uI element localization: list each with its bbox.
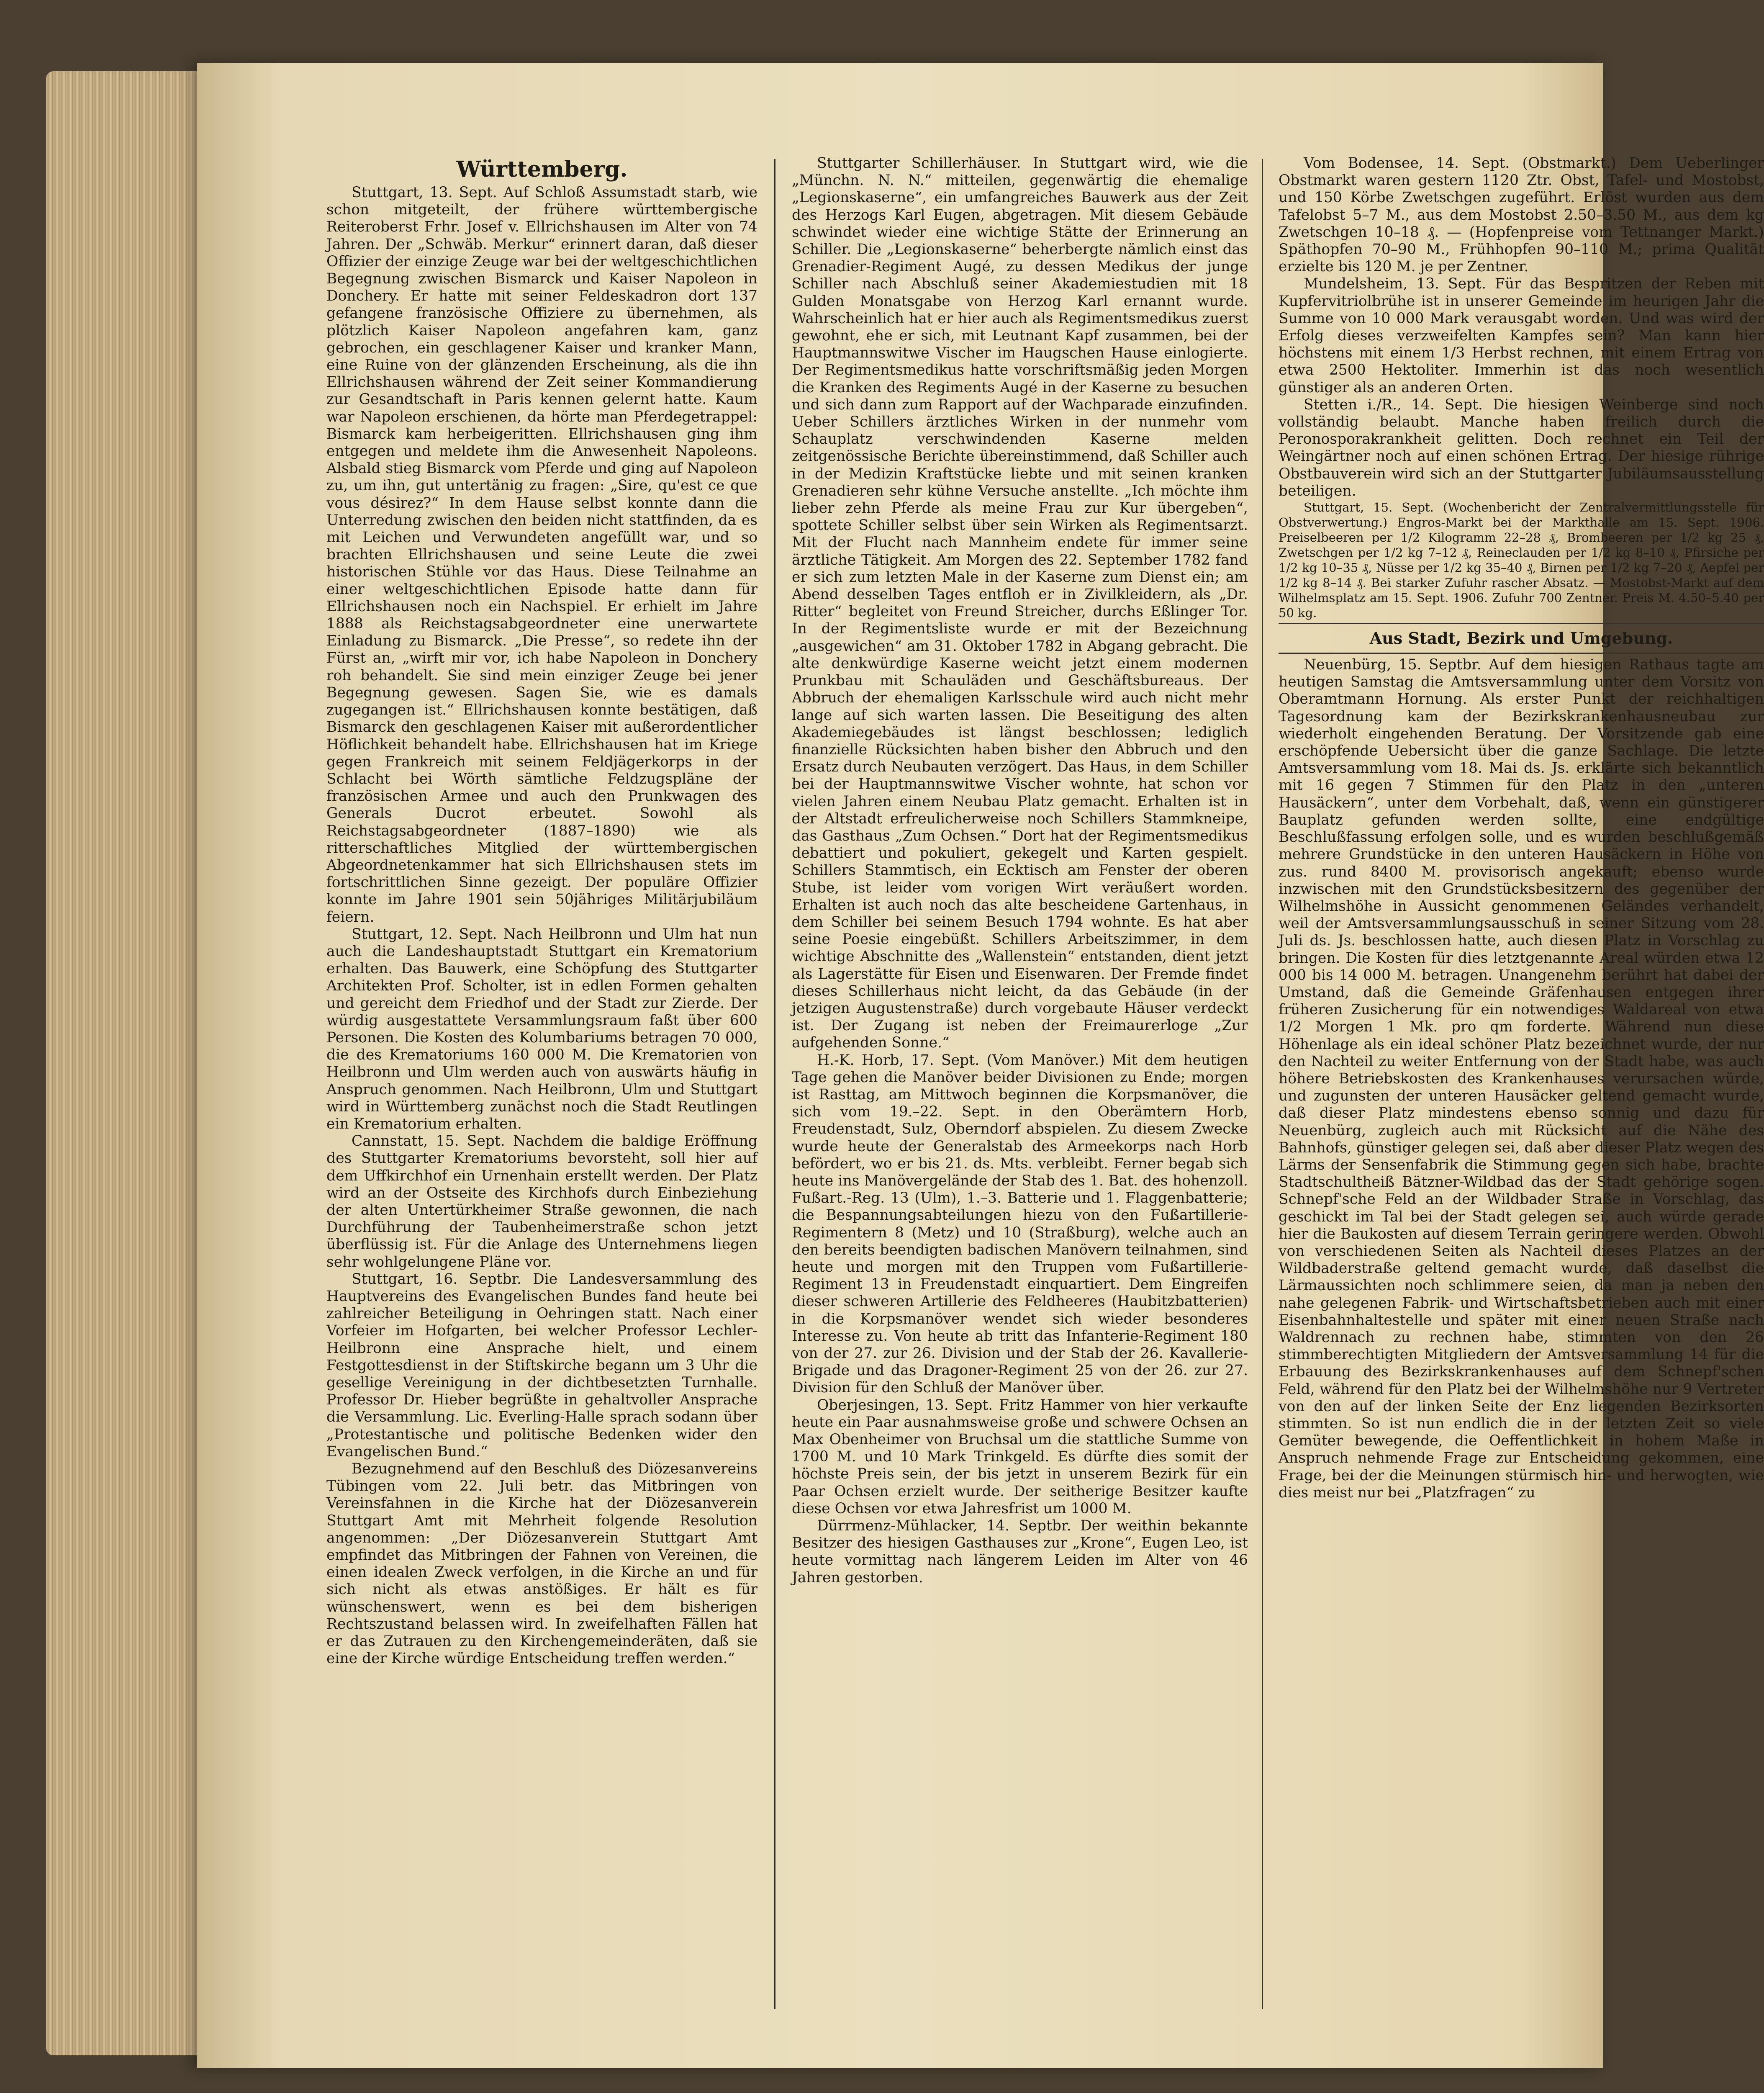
- newspaper-page: [197, 63, 1764, 2068]
- column-divider-2: [1262, 159, 1263, 2009]
- article-paragraph: Bezugnehmend auf den Beschluß des Diözesanvereins Tübingen vom 22. Juli betr. das Mitbringen von Vereinsfahnen in die Kirche hat der Diözesanverein Stuttgart Amt mit Mehrheit folgende Resolution angenommen: „Der Diözesanverein Stuttgart Amt empfindet das Mitbringen der Fahnen von Vereinen, die einen idealen Zweck verfolgen, in die Kirche an und für sich nicht als etwas anstößiges. Er hält es für wünschenswert, wenn es bei dem bisherigen Rechtszustand belassen wird. In zweifelhaften Fällen hat er das Zutrauen zu den Kirchengemeinderäten, daß sie eine der Kirche würdige Entscheidung treffen werden.“: [326, 1460, 757, 1667]
- article-paragraph: Stuttgart, 12. Sept. Nach Heilbronn und Ulm hat nun auch die Landeshauptstadt Stuttgart ein Krematorium erhalten. Das Bauwerk, eine Schöpfung des Stuttgarter Architekten Prof. Scholter, ist in edlen Formen gehalten und gereicht dem Friedhof und der Stadt zur Zierde. Der würdig ausgestattete Versammlungsraum faßt über 600 Personen. Die Kosten des Kolumbariums betragen 70 000, die des Krematoriums 160 000 M. Die Krematorien von Heilbronn und Ulm werden auch von auswärts häufig in Anspruch genommen. Nach Heilbronn, Ulm und Stuttgart wird in Württemberg zunächst noch die Stadt Reutlingen ein Krematorium erhalten.: [326, 926, 757, 1132]
- section-rule-top: [1279, 623, 1764, 624]
- section-heading-local: Aus Stadt, Bezirk und Umgebung.: [1369, 629, 1673, 648]
- column-1: [326, 155, 757, 2018]
- article-paragraph: H.-K. Horb, 17. Sept. (Vom Manöver.) Mit dem heutigen Tage gehen die Manöver beider Divisionen zu Ende; morgen ist Rasttag, am Mittwoch beginnen die Korpsmanöver, die sich vom 19.–22. Sept. in den Oberämtern Horb, Freudenstadt, Sulz, Oberndorf abspielen. Zu diesem Zwecke wurde heute der Generalstab des Armeekorps nach Horb befördert, wo er bis 21. ds. Mts. verbleibt. Ferner begab sich heute ins Manövergelände der Stab des 1. Bat. des hohenzoll. Fußart.-Reg. 13 (Ulm), 1.–3. Batterie und 1. Flaggenbatterie; die Bespannungsabteilungen hiezu von den Fußartillerie-Regimentern 8 (Metz) und 10 (Straßburg), welche auch an den bereits beendigten badischen Manövern teilnahmen, sind heute und morgen mit den Truppen vom Fußartillerie-Regiment 13 in Freudenstadt einquartiert. Dem Eingreifen dieser schweren Artillerie des Feldheeres (Haubitzbatterien) in die Korpsmanöver wendet sich wieder besonderes Interesse zu. Von heute ab tritt das Infanterie-Regiment 180 von der 27. zur 26. Division und der Stab der 26. Kavallerie-Brigade und das Dragoner-Regiment 25 von der 26. zur 27. Division für den Schluß der Manöver über.: [792, 1052, 1248, 1396]
- section-heading-wuerttemberg: Württemberg.: [456, 157, 628, 182]
- article-paragraph: Oberjesingen, 13. Sept. Fritz Hammer von hier verkaufte heute ein Paar ausnahmsweise große und schwere Ochsen an Max Obenheimer von Bruchsal um die stattliche Summe von 1700 M. und 10 Mark Trinkgeld. Es dürfte dies somit der höchste Preis sein, der bis jetzt in unserem Bezirk für ein Paar Ochsen erzielt wurde. Der seitherige Besitzer kaufte diese Ochsen vor etwa Jahresfrist um 1000 M.: [792, 1396, 1248, 1517]
- column-2: [792, 155, 1248, 2018]
- section-rule-bottom: [1279, 653, 1764, 654]
- article-paragraph: Cannstatt, 15. Sept. Nachdem die baldige Eröffnung des Stuttgarter Krematoriums bevorsteht, soll hier auf dem Uffkirchhof ein Urnenhain erstellt werden. Der Platz wird an der Ostseite des Kirchhofs durch Einbeziehung der alten Untertürkheimer Straße gewonnen, die nach Durchführung der Taubenheimerstraße schon jetzt überflüssig ist. Für die Anlage des Unternehmens liegen sehr wohlgelungene Pläne vor.: [326, 1133, 757, 1270]
- article-paragraph: Stetten i./R., 14. Sept. Die hiesigen Weinberge sind noch vollständig belaubt. Manche haben freilich durch die Peronosporakrankheit gelitten. Doch rechnet ein Teil der Weingärtner noch auf einen schönen Ertrag. Der hiesige rührige Obstbauverein wird sich an der Stuttgarter Jubiläumsausstellung beteiligen.: [1279, 396, 1764, 499]
- article-paragraph: Mundelsheim, 13. Sept. Für das Bespritzen der Reben mit Kupfervitriolbrühe ist in unserer Gemeinde im heurigen Jahr die Summe von 10 000 Mark verausgabt worden. Und was wird der Erfolg dieses verzweifelten Kampfes sein? Man kann hier höchstens mit einem 1/3 Herbst rechnen, mit einem Ertrag von etwa 2500 Hektoliter. Immerhin ist das noch wesentlich günstiger als an anderen Orten.: [1279, 275, 1764, 396]
- article-paragraph: Stuttgart, 13. Sept. Auf Schloß Assumstadt starb, wie schon mitgeteilt, der frühere württembergische Reiteroberst Frhr. Josef v. Ellrichshausen im Alter von 74 Jahren. Der „Schwäb. Merkur“ erinnert daran, daß dieser Offizier der einzige Zeuge war bei der weltgeschichtlichen Begegnung zwischen Bismarck und Kaiser Napoleon in Donchery. Er hatte mit seiner Feldeskadron dort 137 gefangene französische Offiziere zu übernehmen, als plötzlich Kaiser Napoleon angefahren kam, ganz gebrochen, ein geschlagener Kaiser und kranker Mann, eine Ruine von der glänzenden Erscheinung, als die ihn Ellrichshausen während der Zeit seiner Kommandierung zur Gesandtschaft in Paris kennen gelernt hatte. Kaum war Napoleon erschienen, da hörte man Pferdegetrappel: Bismarck kam herbeigeritten. Ellrichshausen ging ihm entgegen und meldete ihm die Anwesenheit Napoleons. Alsbald stieg Bismarck vom Pferde und ging auf Napoleon zu, um ihn, gut untertänig zu fragen: „Sire, qu'est ce que vous désirez?“ In dem Hause selbst konnte dann die Unterredung zwischen den beiden nicht stattfinden, da es mit Leichen und Verwundeten angefüllt war, und so brachten Ellrichshausen und seine Leute die zwei historischen Stühle vor das Haus. Diese Teilnahme an einer weltgeschichtlichen Episode hatte dann für Ellrichshausen noch ein Nachspiel. Er erhielt im Jahre 1888 als Reichstagsabgeordneter eine unerwartete Einladung zu Bismarck. „Die Presse“, so redete ihn der Fürst an, „wirft mir vor, ich habe Napoleon in Donchery roh behandelt. Sie sind mein einziger Zeuge bei jener Begegnung gewesen. Sagen Sie, wie es damals zugegangen ist.“ Ellrichshausen konnte bestätigen, daß Bismarck den geschlagenen Kaiser mit außerordentlicher Höflichkeit behandelt habe. Ellrichshausen hat im Kriege gegen Frankreich mit seinem Feldjägerkorps in der Schlacht bei Wörth sämtliche Feldzugspläne der französischen Armee und auch den Prunkwagen des Generals Ducrot erbeutet. Sowohl als Reichstagsabgeordneter (1887–1890) wie als ritterschaftliches Mitglied der württembergischen Abgeordnetenkammer hat sich Ellrichshausen stets im fortschrittlichen Sinne gezeigt. Der populäre Offizier konnte im Jahre 1901 sein 50jähriges Militärjubiläum feiern.: [326, 184, 757, 926]
- article-paragraph: Vom Bodensee, 14. Sept. (Obstmarkt.) Dem Ueberlinger Obstmarkt waren gestern 1120 Ztr. Obst, Tafel- und Mostobst, und 150 Körbe Zwetschgen zugeführt. Erlöst wurden aus dem Tafelobst 5–7 M., aus dem Mostobst 2.50–3.50 M., aus dem kg Zwetschgen 10–18 ₰. — (Hopfenpreise vom Tettnanger Markt.) Späthopfen 70–90 M., Frühhopfen 90–110 M.; prima Qualität erzielte bis 120 M. je per Zentner.: [1279, 155, 1764, 275]
- article-paragraph: Stuttgarter Schillerhäuser. In Stuttgart wird, wie die „Münchn. N. N.“ mitteilen, gegenwärtig die ehemalige „Legionskaserne“, ein umfangreiches Bauwerk aus der Zeit des Herzogs Karl Eugen, abgetragen. Mit diesem Gebäude schwindet wieder eine wichtige Stätte der Erinnerung an Schiller. Die „Legionskaserne“ beherbergte nämlich einst das Grenadier-Regiment Augé, zu dessen Medikus der junge Schiller nach Abschluß seiner Akademiestudien mit 18 Gulden Monatsgabe von Herzog Karl ernannt wurde. Wahrscheinlich hat er hier auch als Regimentsmedikus zuerst gewohnt, ehe er sich, mit Leutnant Kapf zusammen, bei der Hauptmannswitwe Vischer im Haugschen Hause einlogierte. Der Regimentsmedikus hatte vorschriftsmäßig jeden Morgen die Kranken des Regiments Augé in der Kaserne zu besuchen und sich dann zum Rapport auf der Wachparade einzufinden. Ueber Schillers ärztliches Wirken in der nunmehr vom Schauplatz verschwindenden Kaserne melden zeitgenössische Berichte übereinstimmend, daß Schiller auch in der Medizin Kraftstücke liebte und mit seinen kranken Grenadieren sehr kühne Versuche anstellte. „Ich möchte ihm lieber zehn Pferde als meine Frau zur Kur übergeben“, spottete Schiller selbst über sein Wirken als Regimentsarzt. Mit der Flucht nach Mannheim endete für immer seine ärztliche Tätigkeit. Am Morgen des 22. September 1782 fand er sich zum letzten Male in der Kaserne zum Dienst ein; am Abend desselben Tages entfloh er in Zivilkleidern, als „Dr. Ritter“ begleitet von Freund Streicher, durchs Eßlinger Tor. In der Regimentsliste wurde er mit der Bezeichnung „ausgewichen“ am 31. Oktober 1782 in Abgang gebracht. Die alte denkwürdige Kaserne weicht jetzt einem modernen Prunkbau mit Schauläden und Geschäftsbureaus. Der Abbruch der ehemaligen Karlsschule wird auch nicht mehr lange auf sich warten lassen. Die Beseitigung des alten Akademiegebäudes ist längst beschlossen; lediglich finanzielle Rücksichten haben bisher den Abbruch und den Ersatz durch Neubauten verzögert. Das Haus, in dem Schiller bei der Hauptmannswitwe Vischer wohnte, hat schon vor vielen Jahren einem Neubau Platz gemacht. Erhalten ist in der Altstadt erfreulicherweise noch Schillers Stammkneipe, das Gasthaus „Zum Ochsen.“ Dort hat der Regimentsmedikus debattiert und pokuliert, gekegelt und Karten gespielt. Schillers Stammtisch, ein Ecktisch am Fenster der oberen Stube, ist leider vom vorigen Wirt veräußert worden. Erhalten ist auch noch das alte bescheidene Gartenhaus, in dem Schiller bei seinem Besuch 1794 wohnte. Es hat aber seine Poesie eingebüßt. Schillers Arbeitszimmer, in dem wichtige Abschnitte des „Wallenstein“ entstanden, dient jetzt als Lagerstätte für Eisen und Eisenwaren. Der Fremde findet dieses Schillerhaus nicht leicht, da das Gebäude (in der jetzigen Augustenstraße) durch vorgebaute Häuser verdeckt ist. Der Zugang ist neben der Freimaurerloge „Zur aufgehenden Sonne.“: [792, 155, 1248, 1052]
- article-paragraph: Dürrmenz-Mühlacker, 14. Septbr. Der weithin bekannte Besitzer des hiesigen Gasthauses zur „Krone“, Eugen Leo, ist heute vormittag nach längerem Leiden im Alter von 46 Jahren gestorben.: [792, 1517, 1248, 1586]
- column-3: [1279, 155, 1764, 2018]
- article-paragraph: Stuttgart, 16. Septbr. Die Landesversammlung des Hauptvereins des Evangelischen Bundes fand heute bei zahlreicher Beteiligung in Oehringen statt. Nach einer Vorfeier im Hofgarten, bei welcher Professor Lechler-Heilbronn eine Ansprache hielt, und einem Festgottesdienst in der Stiftskirche begann um 3 Uhr die gesellige Vereinigung in der dichtbesetzten Turnhalle. Professor Dr. Hieber begrüßte in gehaltvoller Ansprache die Versammlung. Lic. Everling-Halle sprach sodann über „Protestantische und politische Bedenken wider den Evangelischen Bund.“: [326, 1270, 757, 1460]
- column-divider-1: [774, 159, 775, 2009]
- market-report: Stuttgart, 15. Sept. (Wochenbericht der Zentralvermittlungsstelle für Obstverwertung.) Engros-Markt bei der Markthalle am 15. Sept. 1906. Preiselbeeren per 1/2 Kilogramm 22–28 ₰, Brombeeren per 1/2 kg 25 ₰, Zwetschgen per 1/2 kg 7–12 ₰, Reineclauden per 1/2 kg 8–10 ₰, Pfirsiche per 1/2 kg 10–35 ₰, Nüsse per 1/2 kg 35–40 ₰, Birnen per 1/2 kg 7–20 ₰, Aepfel per 1/2 kg 8–14 ₰. Bei starker Zufuhr rascher Absatz. — Mostobst-Markt auf dem Wilhelmsplatz am 15. Sept. 1906. Zufuhr 700 Zentner. Preis M. 4.50–5.40 per 50 kg.: [1279, 500, 1764, 620]
- article-paragraph: Neuenbürg, 15. Septbr. Auf dem hiesigen Rathaus tagte am heutigen Samstag die Amtsversammlung unter dem Vorsitz von Oberamtmann Hornung. Als erster Punkt der reichhaltigen Tagesordnung kam der Bezirkskrankenhausneubau zur wiederholt eingehenden Beratung. Der Vorsitzende gab eine erschöpfende Uebersicht über die ganze Sachlage. Die letzte Amtsversammlung vom 18. Mai ds. Js. erklärte sich bekanntlich mit 16 gegen 7 Stimmen für den Platz in den „unteren Hausäckern“, unter dem Vorbehalt, daß, wenn ein günstigerer Bauplatz gefunden werden sollte, eine endgültige Beschlußfassung erfolgen solle, und es wurden beschlußgemäß mehrere Grundstücke in den unteren Hausäckern in Höhe von zus. rund 8400 M. provisorisch angekauft; ebenso wurde inzwischen mit den Grundstücksbesitzern des gegenüber der Wilhelmshöhe in Aussicht genommenen Geländes verhandelt, weil der Amtsversammlungsausschuß in seiner Sitzung vom 28. Juli ds. Js. beschlossen hatte, auch diesen Platz in Vorschlag zu bringen. Die Kosten für dies letztgenannte Areal würden etwa 12 000 bis 14 000 M. betragen. Unangenehm berührt hat dabei der Umstand, daß die Gemeinde Gräfenhausen entgegen ihrer früheren Zusicherung für ein notwendiges Waldareal von etwa 1/2 Morgen 1 Mk. pro qm forderte. Während nun diese Höhenlage als ein ideal schöner Platz bezeichnet wurde, der nur den Nachteil zu weiter Entfernung von der Stadt habe, was auch höhere Betriebskosten des Krankenhauses verursachen würde, und zugunsten der unteren Hausäcker geltend gemacht wurde, daß dieser Platz mindestens ebenso sonnig und dazu für Neuenbürg, zugleich auch mit Rücksicht auf die Nähe des Bahnhofs, günstiger gelegen sei, daß aber dieser Platz wegen des Lärms der Sensenfabrik die Stimmung gegen sich habe, brachte Stadtschultheiß Bätzner-Wildbad das der Stadt gehörige sogen. Schnepf'sche Feld an der Wildbader Straße in Vorschlag, das geschickt im Tal bei der Stadt gelegen sei, auch würde gerade hier die Baukosten auf diesem Terrain geringere werden. Obwohl von verschiedenen Seiten als Nachteil dieses Platzes an der Wildbaderstraße geltend gemacht wurde, daß daselbst die Lärmaussichten noch schlimmere seien, da man ja neben den nahe gelegenen Fabrik- und Wirtschaftsbetrieben auch mit einer Eisenbahnhaltestelle und später mit einer neuen Straße nach Waldrennach zu rechnen habe, stimmten von den 26 stimmberechtigten Mitgliedern der Amtsversammlung 14 für die Erbauung des Bezirkskrankenhauses auf dem Schnepf'schen Feld, während für den Platz bei der Wilhelmshöhe nur 9 Vertreter von den auf der linken Seite der Enz liegenden Bezirksorten stimmten. So ist nun endlich die in der letzten Zeit so viele Gemüter bewegende, die Oeffentlichkeit in hohem Maße in Anspruch nehmende Frage zur Entscheidung gekommen, eine Frage, bei der die Meinungen stürmisch hin- und herwogten, wie dies meist nur bei „Platzfragen“ zu: [1279, 656, 1764, 1501]
